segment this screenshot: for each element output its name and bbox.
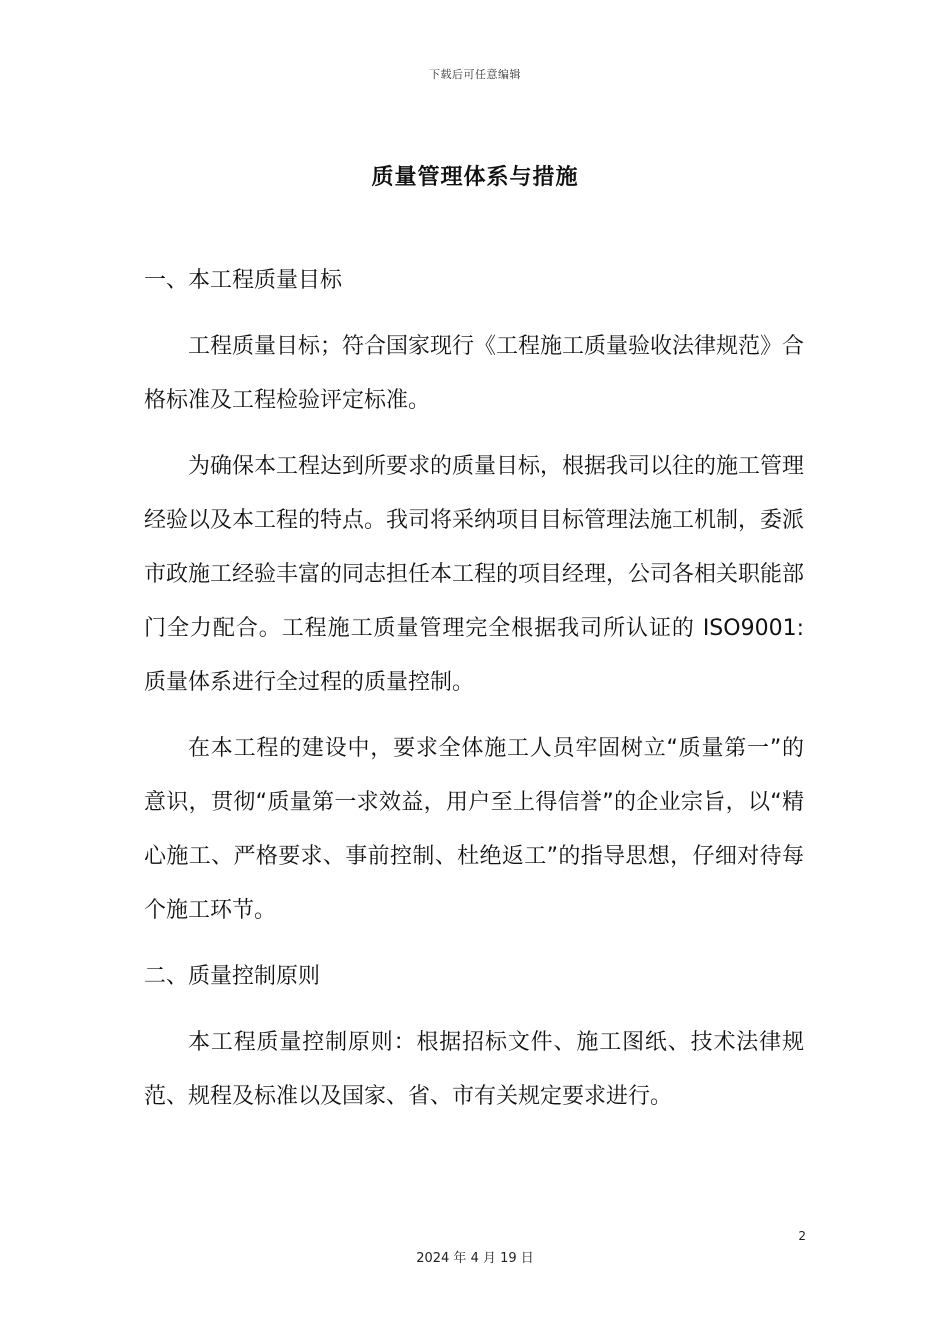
footer-date: 2024 年 4 月 19 日 xyxy=(416,1251,534,1266)
paragraph-control-principle: 本工程质量控制原则：根据招标文件、施工图纸、技术法律规范、规程及标准以及国家、省、市有关规定要求进行。 xyxy=(144,1030,804,1109)
header-note: 下载后可任意编辑 xyxy=(429,68,521,81)
page-number: 2 xyxy=(798,1229,806,1243)
document-body xyxy=(144,254,804,1136)
section-heading-2: 二、质量控制原则 xyxy=(144,964,321,989)
paragraph-quality-awareness: 在本工程的建设中，要求全体施工人员牢固树立“质量第一”的意识，贯彻“质量第一求效益，用户至上得信誉”的企业宗旨，以“精心施工、严格要求、事前控制、杜绝返工”的指导思想，仔细对待每个施工环节。 xyxy=(144,736,805,923)
section-heading-1: 一、本工程质量目标 xyxy=(144,268,343,293)
paragraph-quality-target: 工程质量目标；符合国家现行《工程施工质量验收法律规范》合格标准及工程检验评定标准。 xyxy=(144,334,805,413)
paragraph-management-approach: 为确保本工程达到所要求的质量目标，根据我司以往的施工管理经验以及本工程的特点。我司将采纳项目目标管理法施工机制，委派市政施工经验丰富的同志担任本工程的项目经理，公司各相关职能部门全力配合。工程施工质量管理完全根据我司所认证的 ISO9001: 质量体系进行全过程的质量控制。 xyxy=(144,454,805,695)
document-title: 质量管理体系与措施 xyxy=(371,165,579,190)
